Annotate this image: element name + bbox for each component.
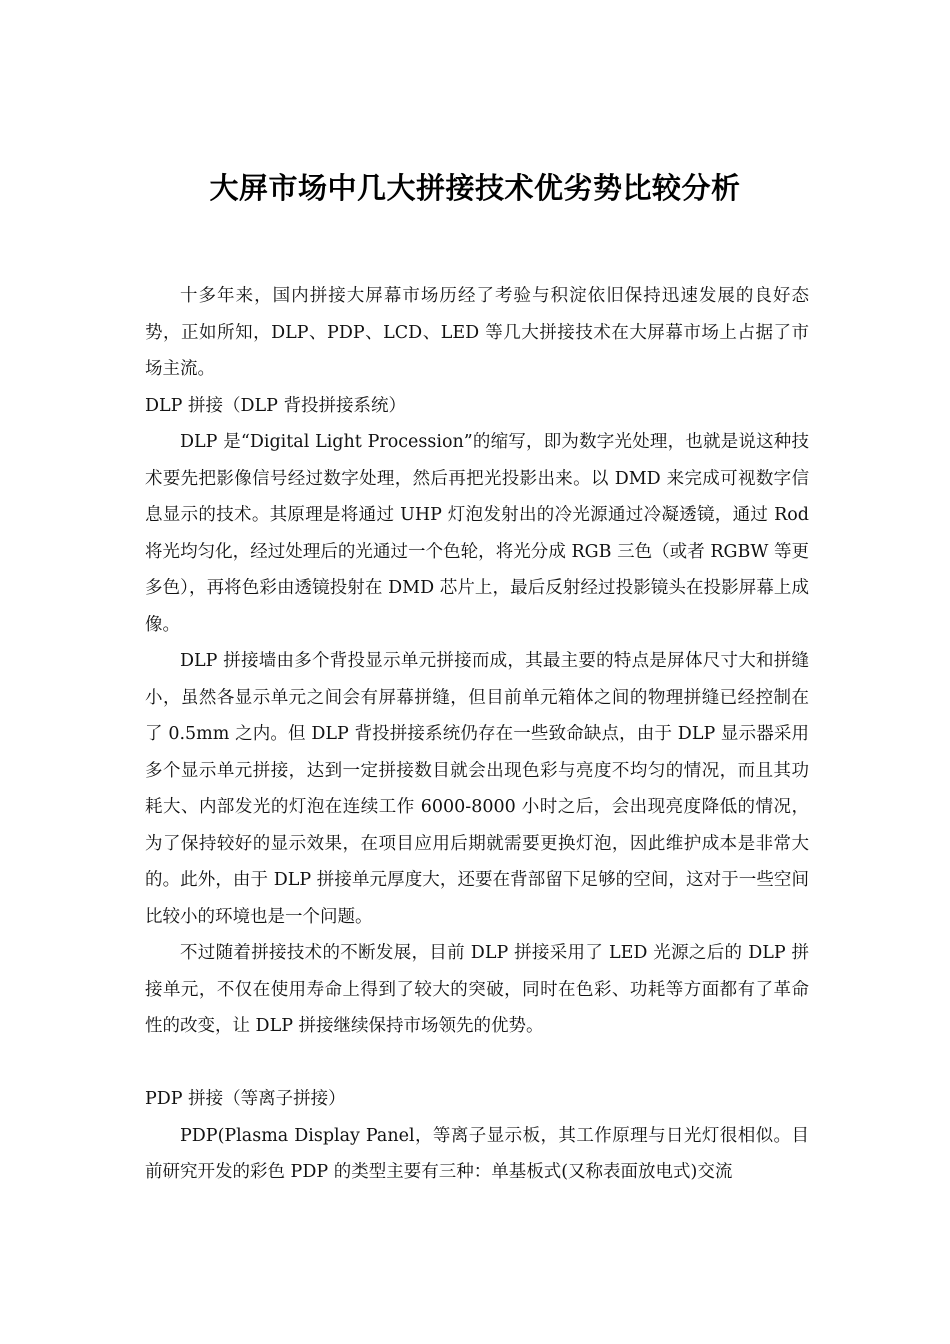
section-spacer bbox=[145, 1045, 809, 1082]
document-title: 大屏市场中几大拼接技术优劣势比较分析 bbox=[209, 171, 741, 205]
intro-paragraph: 十多年来，国内拼接大屏幕市场历经了考验与积淀依旧保持迅速发展的良好态势，正如所知，DLP、PDP、LCD、LED 等几大拼接技术在大屏幕市场上占据了市场主流。 bbox=[145, 286, 809, 379]
dlp-paragraph-2: DLP 拼接墙由多个背投显示单元拼接而成，其最主要的特点是屏体尺寸大和拼缝小，虽然各显示单元之间会有屏幕拼缝，但目前单元箱体之间的物理拼缝已经控制在了 0.5mm 之内。但 DLP 背投拼接系统仍存在一些致命缺点，由于 DLP 显示器采用多个显示单元拼接，达到一定拼接数目就会出现色彩与亮度不均匀的情况，而且其功耗大、内部发光的灯泡在连续工作 6000-8000 小时之后，会出现亮度降低的情况，为了保持较好的显示效果，在项目应用后期就需要更换灯泡，因此维护成本是非常大的。此外，由于 DLP 拼接单元厚度大，还要在背部留下足够的空间，这对于一些空间比较小的环境也是一个问题。 bbox=[145, 651, 809, 927]
pdp-section-heading: PDP 拼接（等离子拼接） bbox=[145, 1089, 346, 1109]
dlp-section-heading: DLP 拼接（DLP 背投拼接系统） bbox=[145, 395, 406, 416]
pdp-paragraph-1: PDP(Plasma Display Panel，等离子显示板，其工作原理与日光灯很相似。目前研究开发的彩色 PDP 的类型主要有三种：单基板式(又称表面放电式)交流 bbox=[145, 1125, 809, 1182]
dlp-paragraph-1: DLP 是“Digital Light Procession”的缩写，即为数字光处理，也就是说这种技术要先把影像信号经过数字处理，然后再把光投影出来。以 DMD 来完成可视数字信息显示的技术。其原理是将通过 UHP 灯泡发射出的冷光源通过冷凝透镜，通过 Rod 将光均匀化，经过处理后的光通过一个色轮，将光分成 RGB 三色（或者 RGBW 等更多色），再将色彩由透镜投射在 DMD 芯片上，最后反射经过投影镜头在投影屏幕上成像。 bbox=[145, 432, 809, 635]
document-body bbox=[145, 278, 809, 1191]
dlp-paragraph-3: 不过随着拼接技术的不断发展，目前 DLP 拼接采用了 LED 光源之后的 DLP 拼接单元，不仅在使用寿命上得到了较大的突破，同时在色彩、功耗等方面都有了革命性的改变，让 DLP 拼接继续保持市场领先的优势。 bbox=[145, 943, 809, 1036]
